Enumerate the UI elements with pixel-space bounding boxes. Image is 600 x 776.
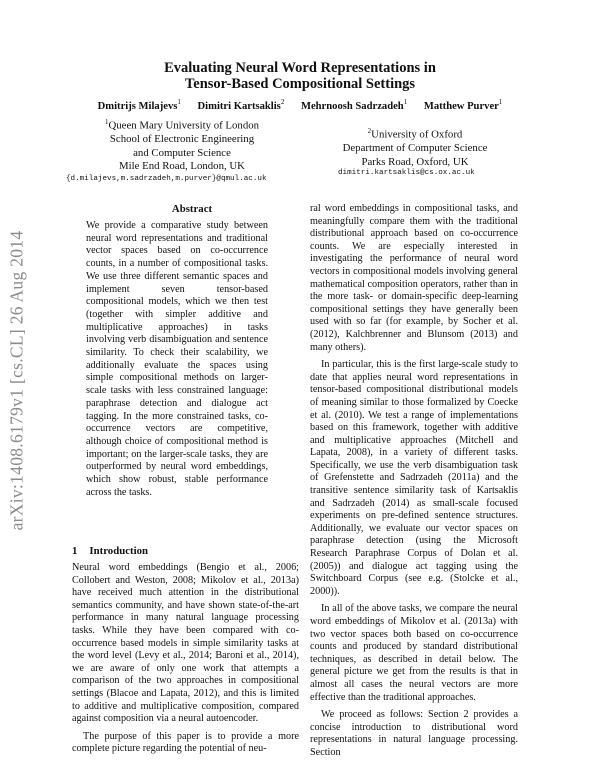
intro-paragraph-4: In all of the above tasks, we compare the neural word embeddings of Mikolov et al. (2013a) with two vector spaces both based on co-occurrence counts and produced by standard distributional techniques, as described in detail below. The general picture we get from the results is that in almost all cases the neural vectors are more effective than the traditional approaches. — [310, 603, 518, 703]
author: Dmitrijs Milajevs$^1$ — [97, 98, 181, 112]
affiliation-left: $^1$Queen Mary University of London School of Electronic Engineering and Computer Science Mile End Road, London, UK — [104, 118, 260, 173]
section-heading: 1 Introduction — [72, 545, 149, 557]
left-column-body — [72, 562, 299, 756]
abstract-text: We provide a comparative study between neural word representations and traditional vector spaces based on co-occurrence counts, in a number of compositional tasks. We use three different semantic spaces and implement seven tensor-based compositional models, which we then test (together with simpler additive and multiplicative approaches) in tasks involving verb disambiguation and sentence similarity. To check their scalability, we additionally evaluate the spaces using simple compositional methods on larger-scale tasks with less constrained language: paraphrase detection and dialogue act tagging. In the more constrained tasks, co-occurrence vectors are competitive, although choice of compositional method is important; on the larger-scale tasks, they are outperformed by neural word embeddings, which show robust, stable performance across the tasks. — [86, 220, 268, 498]
intro-paragraph-2-end: ral word embeddings in compositional tasks, and meaningfully compare them with the traditional distributional approach based on co-occurrence counts. We are especially interested in investigating the performance of neural word vectors in compositional models involving general mathematical composition operators, rather than in the more task- or domain-specific deep-learning compositional settings they have generally been used with so far (for example, by Socher et al. (2012), Kalchbrenner and Blunsom (2013) and many others). — [310, 203, 518, 353]
affiliation-right: $^2$University of Oxford Department of Computer Science Parks Road, Oxford, UK — [342, 127, 488, 168]
author-list — [0, 96, 600, 113]
author: Mehrnoosh Sadrzadeh$^1$ — [300, 98, 408, 112]
author: Matthew Purver$^1$ — [423, 98, 503, 112]
arxiv-stamp: arXiv:1408.6179v1 [cs.CL] 26 Aug 2014 — [6, 230, 27, 530]
author: Dimitri Kartsaklis$^2$ — [197, 98, 285, 112]
intro-paragraph-3: In particular, this is the first large-scale study to date that applies neural word representations in tensor-based compositional distributional models of meaning similar to those formalized by Coecke et al. (2010). We test a range of implementations based on this framework, together with additive and multiplicative approaches (Mitchell and Lapata, 2008), in a variety of different tasks. Specifically, we use the verb disambiguation task of Grefenstette and Sadrzadeh (2011a) and the transitive sentence similarity task of Kartsaklis and Sadrzadeh (2014) as small-scale focused experiments on pre-defined sentence structures. Additionally, we evaluate our vector spaces on paraphrase detection (using the Microsoft Research Paraphrase Corpus of Dolan et al. (2005)) and dialogue act tagging using the Switchboard Corpus (see e.g. (Stolcke et al., 2000)). — [310, 359, 518, 597]
abstract-heading: Abstract — [171, 203, 213, 215]
intro-paragraph-1: Neural word embeddings (Bengio et al., 2006; Collobert and Weston, 2008; Mikolov et al., 2013a) have received much attention in the distributional semantics community, and have shown state-of-the-art performance in many natural language processing tasks. While they have been compared with co-occurrence based models in simple similarity tasks at the word level (Levy et al., 2014; Baroni et al., 2014), we are aware of only one work that attempts a comparison of the two approaches in compositional settings (Blacoe and Lapata, 2012), and this is limited to additive and multiplicative composition, compared against composition via a neural autoencoder. — [72, 562, 299, 725]
paper-title-line-2: Tensor-Based Compositional Settings — [184, 76, 416, 92]
intro-paragraph-5: We proceed as follows: Section 2 provides a concise introduction to distributional word representations in natural language processing. Section — [310, 709, 518, 758]
email-left[interactable]: {d.milajevs,m.sadrzadeh,m.purver}@qmul.ac.uk — [66, 175, 267, 183]
intro-paragraph-2-start: The purpose of this paper is to provide a more complete picture regarding the potential of neu- — [72, 730, 299, 755]
email-right[interactable]: dimitri.kartsaklis@cs.ox.ac.uk — [338, 169, 475, 177]
right-column-body — [310, 203, 518, 760]
paper-title-line-1: Evaluating Neural Word Representations in — [164, 60, 436, 76]
